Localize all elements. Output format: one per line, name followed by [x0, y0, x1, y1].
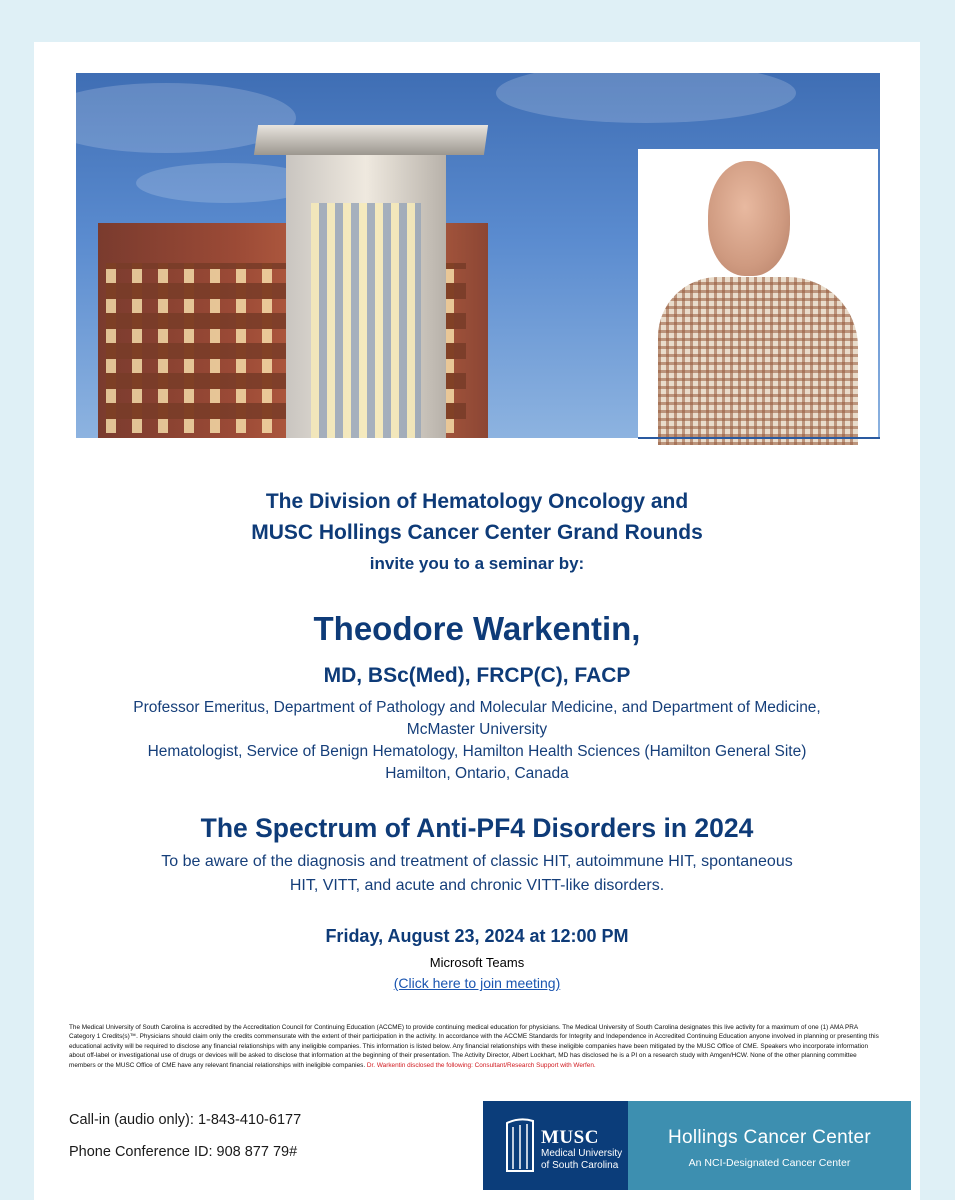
- hollings-logo: [628, 1101, 911, 1190]
- cme-disclaimer: [69, 1023, 884, 1070]
- musc-subtitle: [541, 1148, 622, 1172]
- disclaimer-text: The Medical University of South Carolina is accredited by the Accreditation Council for Continuing Education (ACCME) to provide continuing medical education for physicians. The Medical University of South Carolina designates this live activity for a maximum of one (1) AMA PRA Category 1 Credits(s)™. Physicians should claim only the credits commensurate with the extent of their participation in the activity. In accordance with the ACCME Standards for Integrity and Independence in Accredited Continuing Education anyone involved in planning or presenting this educational activity will be required to disclose any financial relationships with any ineligible companies. This information is listed below. Any financial relationships with these ineligible companies have been mitigated by the MUSC Office of CME. Speakers who incorporate information about off-label or investigational use of drugs or devices will be asked to disclose that information at the beginning of their presentation. The Activity Director, Albert Lockhart, MD has disclosed he is a PI on a research study with Amgen/HCW. None of the other planning committee members or the MUSC Office of CME have any relevant financial relationships with ineligible companies.: [69, 1024, 879, 1069]
- portrait-head: [708, 161, 790, 276]
- heading-line-2: MUSC Hollings Cancer Center Grand Rounds: [251, 521, 703, 544]
- musc-wordmark: MUSC: [541, 1127, 599, 1148]
- speaker-name: Theodore Warkentin,: [313, 610, 641, 647]
- invite-text: invite you to a seminar by:: [369, 554, 585, 573]
- musc-building-icon: [503, 1115, 537, 1173]
- speaker-portrait: [638, 149, 878, 445]
- affiliation-line-3: Hematologist, Service of Benign Hematology, Hamilton Health Sciences (Hamilton General Site): [147, 743, 807, 760]
- conference-id: Phone Conference ID: 908 877 79#: [69, 1144, 298, 1160]
- affiliation-line-1: Professor Emeritus, Department of Pathology and Molecular Medicine, and Department of Medicine,: [133, 699, 821, 716]
- musc-subtitle-line-2: of South Carolina: [541, 1160, 619, 1171]
- portrait-underline: [638, 437, 880, 439]
- affiliation-line-4: Hamilton, Ontario, Canada: [385, 765, 569, 782]
- musc-logo: [483, 1101, 628, 1190]
- event-platform: Microsoft Teams: [429, 955, 525, 970]
- hollings-subtitle: An NCI-Designated Cancer Center: [688, 1157, 851, 1169]
- speaker-credentials: MD, BSc(Med), FRCP(C), FACP: [323, 664, 631, 687]
- flyer-page: [34, 42, 920, 1200]
- speaker-disclosure: Dr. Warkentin disclosed the following: Consultant/Research Support with Werfen.: [366, 1061, 596, 1069]
- tower-lights: [311, 203, 421, 438]
- event-datetime: Friday, August 23, 2024 at 12:00 PM: [325, 926, 629, 946]
- portrait-shirt: [658, 277, 858, 445]
- talk-description-line-2: HIT, VITT, and acute and chronic VITT-like disorders.: [289, 877, 665, 894]
- talk-description-line-1: To be aware of the diagnosis and treatment of classic HIT, autoimmune HIT, spontaneous: [161, 853, 793, 870]
- hollings-title: Hollings Cancer Center: [667, 1127, 872, 1148]
- affiliation-line-2: McMaster University: [406, 721, 548, 738]
- talk-title: The Spectrum of Anti-PF4 Disorders in 2024: [200, 813, 754, 843]
- tower-roof: [254, 125, 488, 155]
- join-meeting-link[interactable]: (Click here to join meeting): [393, 975, 561, 991]
- callin-number: Call-in (audio only): 1-843-410-6177: [69, 1112, 302, 1128]
- musc-subtitle-line-1: Medical University: [541, 1148, 623, 1159]
- heading-line-1: The Division of Hematology Oncology and: [265, 490, 689, 513]
